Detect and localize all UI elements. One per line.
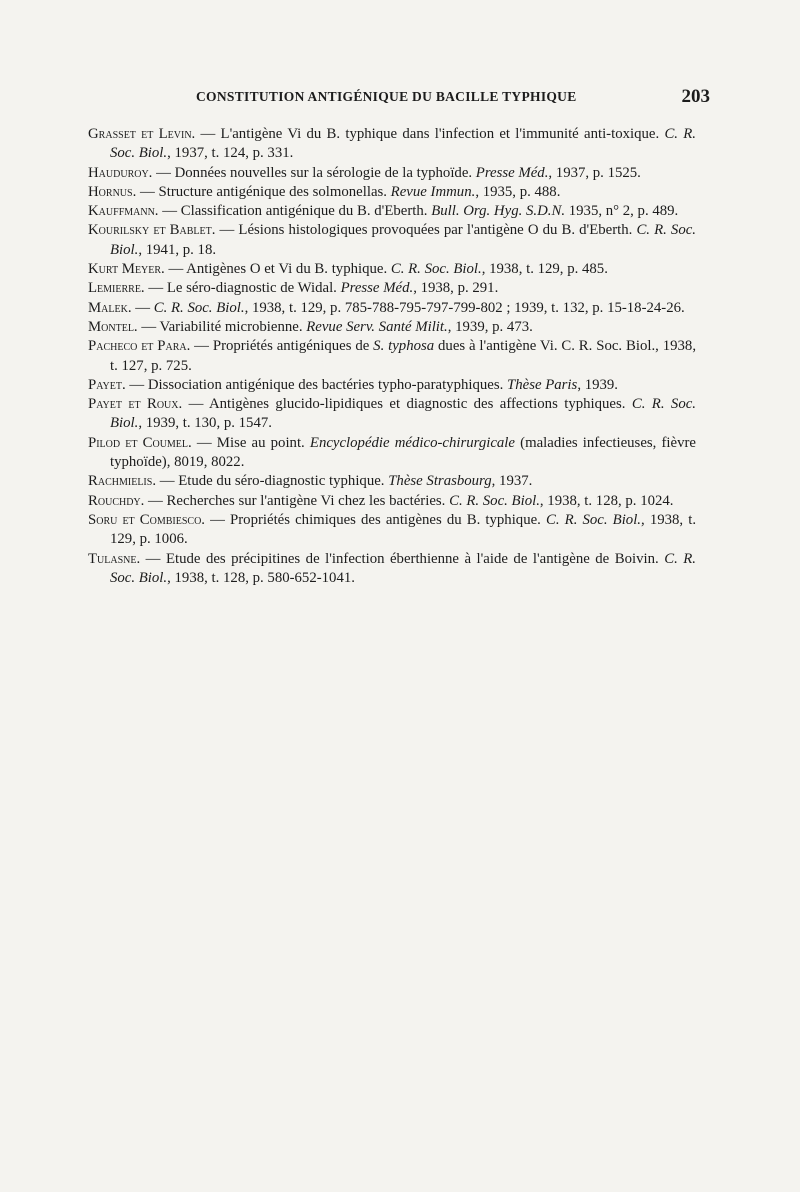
reference-journal: C. R. Soc. Biol.: [110, 222, 696, 258]
reference-authors: Kauffmann.: [88, 203, 159, 220]
reference-entry: [88, 202, 696, 221]
reference-journal: C. R. Soc. Biol.: [110, 550, 696, 586]
reference-authors: Soru et Combiesco.: [88, 511, 206, 528]
reference-authors: Rachmielis.: [88, 473, 157, 490]
reference-authors: Kurt Meyer.: [88, 261, 165, 278]
reference-title: — Antigènes O et Vi du B. typhique.: [164, 261, 391, 278]
reference-journal: Revue Immun.: [390, 183, 476, 200]
reference-journal: C. R. Soc. Biol.: [390, 261, 482, 278]
reference-journal: C. R. Soc. Biol.: [110, 126, 696, 162]
reference-title: — Structure antigénique des solmonellas.: [136, 183, 391, 200]
reference-entry: [88, 434, 696, 473]
reference-title: — Lésions histologiques provoquées par l'antigène O du B. d'Eberth.: [215, 222, 637, 239]
reference-details: , 1935, p. 488.: [475, 183, 561, 200]
reference-details: , 1938, t. 129, p. 485.: [481, 261, 608, 278]
reference-entry: [88, 183, 696, 202]
reference-authors: Malek.: [88, 299, 132, 316]
reference-authors: Payet et Roux.: [88, 396, 183, 413]
reference-journal: S. typhosa: [373, 338, 435, 355]
reference-authors: Payet.: [88, 376, 126, 393]
reference-authors: Grasset et Levin.: [88, 126, 196, 142]
reference-title: — L'antigène Vi du B. typhique dans l'infection et l'immunité anti-toxique.: [195, 126, 665, 142]
reference-title: — Antigènes glucido-lipidiques et diagnostic des affections typhiques.: [182, 396, 632, 413]
reference-details: , 1939, t. 130, p. 1547.: [138, 415, 272, 432]
reference-entry: [88, 376, 696, 395]
reference-entry: [88, 125, 696, 164]
reference-title: — Etude du séro-diagnostic typhique.: [156, 473, 389, 490]
reference-title: —: [131, 299, 154, 316]
reference-title: — Variabilité microbienne.: [137, 318, 307, 335]
reference-entry: [88, 472, 696, 491]
reference-details: , 1938, t. 128, p. 580-652-1041.: [167, 569, 355, 586]
reference-journal: Thèse Strasbourg: [388, 473, 492, 490]
reference-entry: [88, 279, 696, 298]
reference-details: dues à l'antigène Vi. C. R. Soc. Biol., 1938, t. 127, p. 725.: [110, 338, 697, 374]
reference-title: — Classification antigénique du B. d'Eberth.: [158, 203, 432, 220]
reference-journal: C. R. Soc. Biol.: [449, 492, 540, 509]
reference-title: — Données nouvelles sur la sérologie de la typhoïde.: [152, 164, 476, 181]
reference-entry: [88, 492, 696, 511]
reference-title: — Le séro-diagnostic de Widal.: [144, 280, 341, 297]
reference-details: , 1938, p. 291.: [413, 280, 499, 297]
reference-details: , 1937.: [491, 473, 533, 490]
reference-journal: Encyclopédie médico-chirurgicale: [309, 434, 515, 451]
reference-title: — Propriétés chimiques des antigènes du B. typhique.: [205, 511, 546, 528]
reference-journal: C. R. Soc. Biol.: [545, 511, 642, 528]
reference-details: , 1937, t. 124, p. 331.: [167, 145, 294, 162]
reference-journal: Bull. Org. Hyg. S.D.N.: [431, 203, 566, 220]
reference-details: 1935, n° 2, p. 489.: [565, 203, 679, 220]
reference-journal: Presse Méd.: [340, 280, 414, 297]
reference-authors: Kourilsky et Bablet.: [88, 222, 216, 239]
reference-details: , 1938, t. 128, p. 1024.: [539, 492, 674, 509]
page-number: 203: [681, 86, 710, 107]
reference-entry: [88, 221, 696, 260]
reference-details: , 1938, t. 129, p. 785-788-795-797-799-802 ; 1939, t. 132, p. 15-18-24-26.: [244, 299, 685, 316]
reference-details: , 1938, t. 129, p. 1006.: [110, 511, 697, 548]
reference-authors: Tulasne.: [88, 550, 141, 567]
reference-details: , 1939, p. 473.: [447, 318, 533, 335]
reference-journal: C. R. Soc. Biol.: [153, 299, 245, 316]
reference-details: , 1941, p. 18.: [138, 241, 217, 258]
reference-title: — Mise au point.: [191, 434, 310, 451]
reference-authors: Pacheco et Para.: [88, 338, 191, 355]
reference-entry: [88, 299, 696, 318]
reference-entry: [88, 164, 696, 183]
reference-journal: C. R. Soc. Biol.: [110, 396, 696, 432]
reference-details: (maladies infectieuses, fièvre typhoïde), 8019, 8022.: [110, 434, 696, 471]
reference-title: — Propriétés antigéniques de: [190, 338, 374, 355]
reference-authors: Hornus.: [88, 183, 137, 200]
reference-authors: Lemierre.: [88, 280, 145, 297]
reference-entry: [88, 511, 696, 550]
reference-authors: Montel.: [88, 318, 138, 335]
reference-title: — Dissociation antigénique des bactéries typho-paratyphiques.: [125, 376, 508, 393]
reference-details: , 1937, p. 1525.: [548, 164, 641, 181]
reference-journal: Thèse Paris: [507, 376, 578, 393]
reference-title: — Recherches sur l'antigène Vi chez les bactéries.: [144, 492, 450, 509]
running-head: [196, 88, 710, 110]
reference-entry: [88, 318, 696, 337]
reference-authors: Pilod et Coumel.: [88, 434, 192, 451]
reference-authors: Hauduroy.: [88, 164, 153, 181]
reference-list: [88, 125, 696, 588]
reference-entry: [88, 260, 696, 279]
reference-details: , 1939.: [577, 376, 619, 393]
reference-entry: [88, 337, 696, 376]
reference-authors: Rouchdy.: [88, 492, 145, 509]
reference-journal: Presse Méd.: [475, 164, 549, 181]
reference-entry: [88, 395, 696, 434]
reference-journal: Revue Serv. Santé Milit.: [306, 318, 448, 335]
reference-entry: [88, 550, 696, 589]
reference-title: — Etude des précipitines de l'infection éberthienne à l'aide de l'antigène de Boivin.: [140, 550, 665, 567]
chapter-title: CONSTITUTION ANTIGÉNIQUE DU BACILLE TYPHIQUE: [196, 89, 577, 104]
